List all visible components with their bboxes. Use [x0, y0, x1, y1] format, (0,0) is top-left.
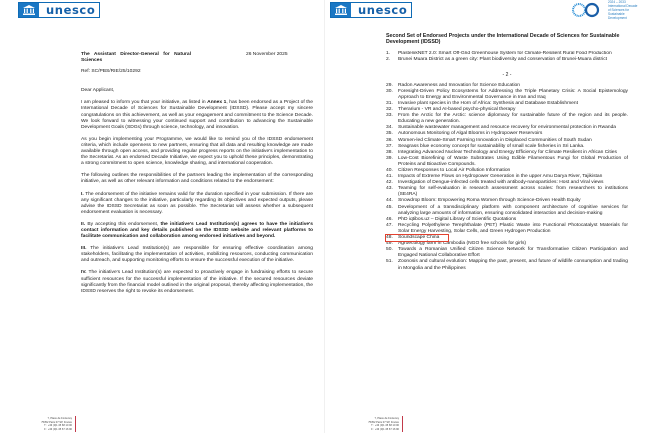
decade-logo — [568, 0, 638, 20]
item-number: 29. — [386, 82, 393, 88]
item-number: 33. — [386, 113, 393, 119]
item-title: Integrating Advanced Nuclear Technology and Energy Efficiency for Climate Resilient in African Cities — [398, 149, 617, 155]
reference-number: Ref: SC/PBS/RIE/25/10292 — [81, 69, 141, 75]
item-title: Invasive plant species in the Horn of Africa: Synthesis and Database Establishment — [398, 100, 578, 106]
footer-line: 75352 Paris 07 SP, France — [368, 420, 399, 424]
footer-line: F : +33 (0)1 45 67 16 90 — [371, 427, 399, 431]
item-number: 50. — [386, 247, 393, 253]
paragraph-criteria: As you begin implementing your Programme, we would like to remind you of the IDSSD endorsement criteria, which include openness to new partners, ensuring that all data and resulting knowledge are made available through open access, and providing regular progress reports on the initiative's implementation to the Secretariat. As an endorsed Decade Initiative, we expect you to uphold these principles, demonstrating a strong commitment to open science, knowledge sharing, and international cooperation. — [81, 136, 313, 167]
item-number: 38. — [386, 149, 393, 155]
item-title: Low-Cost Biorefining of Waste Substrates Using Edible Filamentous Fungi for Global Production of Proteins and Bioactive Compounds. — [398, 155, 628, 167]
condition-1: I. The endorsement of the initiative remains valid for the duration specified in your submission. If there are any significant changes to the initiative, particularly regarding its objectives and expected outputs, please advise the IDSSD Secretariat as soon as possible. The Secretariat will assess whether a subsequent endorsement evaluation is necessary. — [81, 191, 313, 215]
paragraph-responsibilities: The following outlines the responsibilities of the partners leading the implementation of the corresponding initiative, as well as other relevant information and conditions related to the endorsement: — [81, 173, 313, 185]
address-footer — [0, 417, 72, 431]
salutation: Dear Applicant, — [81, 88, 115, 94]
list-item — [386, 259, 628, 271]
letter-body — [81, 52, 313, 301]
item-title: Sustainable wastewater management and resource recovery for environmental protection in Rwanda — [398, 125, 617, 131]
item-number: 30. — [386, 88, 393, 94]
item-number: 48. — [386, 235, 393, 241]
annex-top-list — [386, 51, 628, 68]
sender-title: The Assistant Director-General for Natural Sciences — [81, 52, 191, 64]
item-number: 49. — [386, 241, 393, 247]
project-list — [386, 83, 628, 272]
item-title: Women-led Climate-Smart Farming Innovation in Displaced Communities of South Sudan — [398, 137, 592, 143]
paragraph-intro: I am pleased to inform you that your initiative, as listed in Annex 1, has been endorsed as a Project of the International Decade of Sciences for Sustainable Development (IDSSD). Please accept my sincere congratulations on this achievement, as well as your engagement and commitment to the Science Decade. We look forward to witnessing your continued support and contribution to advancing the Sustainable Development Goals (SDGs) through science, technology, and innovation. — [81, 100, 313, 130]
letter-header — [81, 52, 313, 64]
letter-date: 26 November 2025 — [246, 52, 288, 57]
item-number: 41. — [386, 174, 393, 180]
footer-line: 75352 Paris 07 SP, France — [41, 420, 72, 424]
unesco-temple-icon — [331, 3, 351, 17]
annex-title: Second Set of Endorsed Projects under the International Decade of Sciences for Sustainable Development (IDSSD) — [386, 33, 620, 46]
unesco-logo — [18, 2, 100, 18]
annex-page — [325, 0, 650, 433]
item-title: Snowdrop Bloom: Empowering Roma Women through Science-Driven Health Equity — [398, 198, 581, 204]
item-number: 47. — [386, 222, 393, 228]
footer-line: 7, Place de Fontenoy — [47, 417, 72, 421]
item-number: 44. — [386, 198, 393, 204]
unesco-temple-icon — [19, 3, 39, 17]
list-item — [386, 113, 628, 125]
item-number: 39. — [386, 155, 393, 161]
item-number: 40. — [386, 168, 393, 173]
item-title: Citizen Responses to Local Air Pollution Information — [398, 168, 511, 173]
item-number: 34. — [386, 125, 393, 131]
item-number: 35. — [386, 131, 393, 137]
item-number: 43. — [386, 186, 393, 192]
item-title: Soundscape China — [398, 235, 440, 241]
decade-logo-text: 2024 – 2033 International Decade of Sciences for Sustainable Development — [608, 0, 638, 20]
unesco-logo — [330, 2, 412, 18]
item-title: Foresight-Driven Policy Ecosystems for Addressing the Triple Planetary Crisis: A Social Epistemology Approach to Energy and Environmental Governance in Iran and Iraq — [398, 88, 628, 100]
item-number: 37. — [386, 143, 393, 149]
list-item — [386, 205, 628, 217]
item-title: Radon Awareness and Innovation for Science Education — [398, 82, 520, 88]
condition-2: II. By accepting this endorsement, the initiative's Lead Institution(s) agrees to have the initiative's contact information and key details published on the IDSSD website and relevant platforms to facilitate communication and collaboration among endorsed initiatives and beyond. — [81, 221, 314, 240]
item-title: Towards a Romanian Unified Citizen Science Network for Transformative Citizen Participation and Engaged National Collaborative Effort — [398, 247, 628, 259]
list-item: 1. PlastenikNET 2.0: Smart Off-Grid Greenhouse System for Climate-Resilient Rural Food Production — [386, 50, 612, 56]
item-number: 51. — [386, 259, 393, 265]
item-title: Teaming for self-evaluation in research assessment across scales: from researchers to institutions (SE4RA) — [398, 186, 628, 198]
decade-rings-icon — [568, 2, 606, 18]
item-number: 36. — [386, 137, 393, 143]
item-title: From the Arctic for the Arctic: science diplomacy for sustainable future of the region and its people. Educating a new generation. — [398, 113, 628, 125]
item-title: Therarium - VR and AI-based psycho-physical therapy — [398, 107, 516, 113]
condition-4: IV. The initiative's Lead Institution(s) are expected to proactively engage in fundraising efforts to secure sufficient resources for the successful implementation of the initiative. If the secured resources deviate significantly from the financial model outlined in the original proposal, thereby affecting implementation, the IDSSD reserves the right to revoke its endorsement. — [81, 270, 313, 294]
list-item: 2. Brunei Muara District as a green city: Plant biodiversity and conservation of Brunei-Muara district — [386, 56, 608, 62]
item-title: Zoonosis and cultural evolution: Mapping the past, present, and future of wildlife consumption and trading in Mongolia and the Philippines — [398, 259, 628, 271]
annex-body — [386, 33, 628, 272]
unesco-wordmark: unesco — [358, 3, 408, 17]
footer-line: T : +33 (0)1 45 68 10 00 — [44, 424, 72, 428]
condition-3: III. The initiative's Lead Institution(s) are responsible for ensuring effective coordination among stakeholders, facilitating the implementation of activities, mobilizing resources, conducting communication and outreach, and supporting monitoring efforts to ensure the successful execution of the initiative. — [81, 246, 313, 264]
footer-line: F : +33 (0)1 45 67 16 90 — [44, 427, 72, 431]
list-item — [386, 247, 628, 259]
item-number: 31. — [386, 100, 393, 106]
item-number: 45. — [386, 204, 393, 210]
item-title: Investigation of Dengue-infected cells treated with antibody-nanoparticles: Host and Viral views — [398, 180, 604, 186]
footer-line: 7, Place de Fontenoy — [374, 417, 399, 421]
list-item — [386, 89, 628, 101]
footer-line: T : +33 (0)1 45 68 10 00 — [371, 424, 399, 428]
item-number: 46. — [386, 216, 393, 222]
address-footer — [327, 417, 399, 431]
item-title: Autonomous Monitoring of Algal Blooms in Hydropower Reservoirs — [398, 131, 543, 137]
item-title: Agroecology farm in Cambodia (NGO free schools for girls) — [398, 241, 527, 247]
list-item — [386, 156, 628, 168]
item-title: PhD iqtibos.uz – Digital Library of Scientific Quotations — [398, 216, 517, 222]
item-title: Recycling Polyethylene Terephthalate (PET) Plastic Waste into Functional Photocatalyst Materials for Solar Energy Harvesting, Solar Cells, and Green Hydrogen Production — [398, 222, 628, 234]
unesco-wordmark: unesco — [46, 3, 96, 17]
item-number: 32. — [386, 107, 393, 113]
item-number: 42. — [386, 180, 393, 186]
list-item — [386, 186, 628, 198]
page-number: - 2 - — [502, 71, 512, 78]
item-title: Impacts of Extreme Flows on Hydropower Generation in the upper Amu Darya River, Tajikistan — [398, 174, 603, 180]
item-title: Development of a transdisciplinary platform with component architecture of cognitive services for analyzing large amounts of information, ensuring consolidated interaction and decision-making — [398, 204, 628, 216]
list-item — [386, 223, 628, 235]
item-title: Seagrass blue economy concept for sustainability of small scale fisheries in Sri Lanka. — [398, 143, 585, 149]
